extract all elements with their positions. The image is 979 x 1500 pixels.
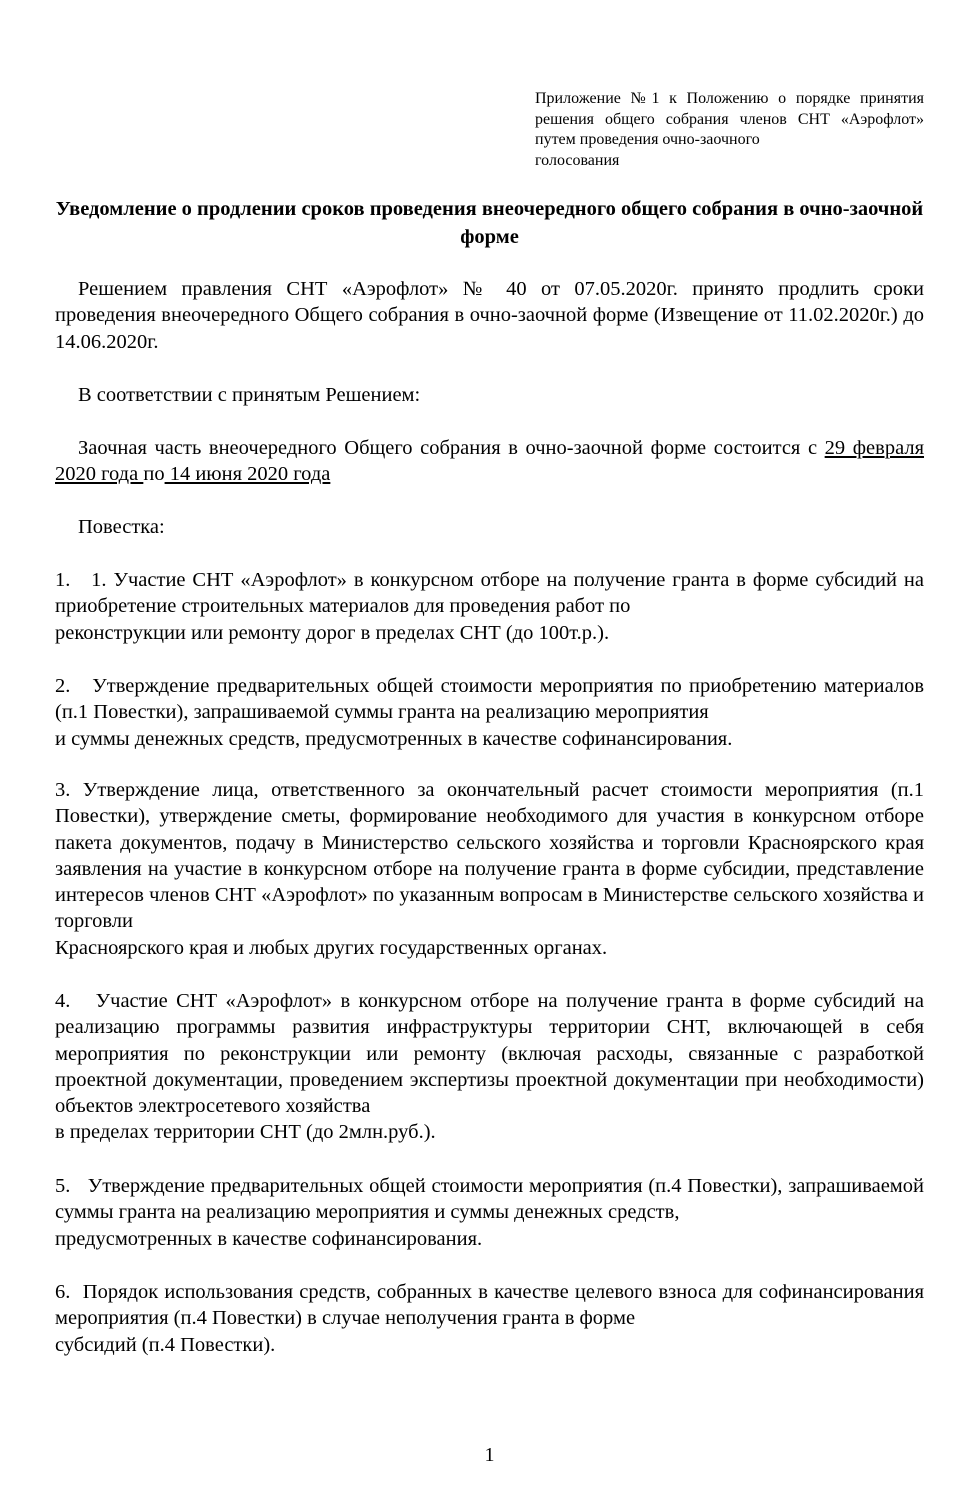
agenda-item-6 xyxy=(55,1279,924,1358)
agenda-item-1 xyxy=(55,567,924,646)
agenda-item-text: 1. Участие СНТ «Аэрофлот» в конкурсном отборе на получение гранта в форме субсидий на приобретение строительных материалов для проведения работ по xyxy=(55,569,924,618)
agenda-item-number: 6. xyxy=(55,1281,71,1303)
agenda-item-number: 4. xyxy=(55,990,71,1012)
agenda-item-text-last: реконструкции или ремонту дорог в пределах СНТ (до 100т.р.). xyxy=(55,621,610,644)
agenda-item-number: 5. xyxy=(55,1175,71,1197)
according-paragraph: В соответствии с принятым Решением: xyxy=(78,384,421,406)
agenda-item-number: 1. xyxy=(55,569,71,591)
agenda-item-3 xyxy=(55,777,924,961)
date-connector: по xyxy=(143,463,165,486)
agenda-item-2 xyxy=(55,673,924,752)
correspondence-text: Заочная часть внеочередного Общего собрания в очно-заочной форме состоится с xyxy=(78,437,825,459)
agenda-item-text-last: Красноярского края и любых других государственных органах. xyxy=(55,936,608,959)
correspondence-paragraph xyxy=(55,435,924,488)
agenda-item-number: 2. xyxy=(55,675,71,697)
decision-paragraph: Решением правления СНТ «Аэрофлот» № 40 от 07.05.2020г. принято продлить сроки проведения внеочередного Общего собрания в очно-заочной форме (Извещение от 11.02.2020г.) до 14.06.2020г. xyxy=(55,278,924,353)
agenda-item-text: Порядок использования средств, собранных в качестве целевого взноса для софинансирования мероприятия (п.4 Повестки) в случае неполучения гранта в форме xyxy=(55,1281,925,1330)
agenda-item-text-last: и суммы денежных средств, предусмотренных в качестве софинансирования. xyxy=(55,727,733,750)
annex-text: Приложение №1 к Положению о порядке принятия решения общего собрания членов СНТ «Аэрофлот» путем проведения очно-заочного xyxy=(535,90,924,148)
annex-text-last: голосования xyxy=(535,151,620,169)
date-start: 29 февраля 2020 года xyxy=(55,437,925,486)
agenda-item-text: Утверждение предварительных общей стоимости мероприятия по приобретению материалов (п.1 Повестки), запрашиваемой суммы гранта на реализацию мероприятия xyxy=(55,675,925,724)
date-end: 14 июня 2020 года xyxy=(164,463,331,486)
annex-reference xyxy=(535,89,924,171)
agenda-item-4 xyxy=(55,988,924,1146)
agenda-item-text-last: субсидий (п.4 Повестки). xyxy=(55,1333,276,1356)
agenda-item-5 xyxy=(55,1173,924,1252)
agenda-item-text: Участие СНТ «Аэрофлот» в конкурсном отборе на получение гранта в форме субсидий на реализацию программы развития инфраструктуры территории СНТ, включающей в себя мероприятия по реконструкции или ремонту (включая расходы, связанные с разработкой проектной документации, проведением экспертизы проектной документации при необходимости) объектов электросетевого хозяйства xyxy=(55,990,924,1118)
agenda-item-text: Утверждение лица, ответственного за окончательный расчет стоимости мероприятия (п.1 Повестки), утверждение сметы, формирование необходимого для участия в конкурсном отборе пакета документов, подачу в Министерство сельского хозяйства и торговли Красноярского края заявления на участие в конкурсном отборе на получение гранта в форме субсидии, представление интересов членов СНТ «Аэрофлот» по указанным вопросам в Министерстве сельского хозяйства и торговли xyxy=(55,779,925,933)
page-number: 1 xyxy=(484,1444,495,1466)
agenda-item-text: Утверждение предварительных общей стоимости мероприятия (п.4 Повестки), запрашиваемой суммы гранта на реализацию мероприятия и суммы денежных средств, xyxy=(55,1175,925,1224)
agenda-item-number: 3. xyxy=(55,779,71,801)
agenda-label: Повестка: xyxy=(78,516,165,538)
agenda-item-text-last: предусмотренных в качестве софинансирования. xyxy=(55,1227,483,1250)
agenda-item-text-last: в пределах территории СНТ (до 2млн.руб.). xyxy=(55,1121,436,1144)
document-title: Уведомление о продлении сроков проведения внеочередного общего собрания в очно-заочной форме xyxy=(55,198,924,248)
